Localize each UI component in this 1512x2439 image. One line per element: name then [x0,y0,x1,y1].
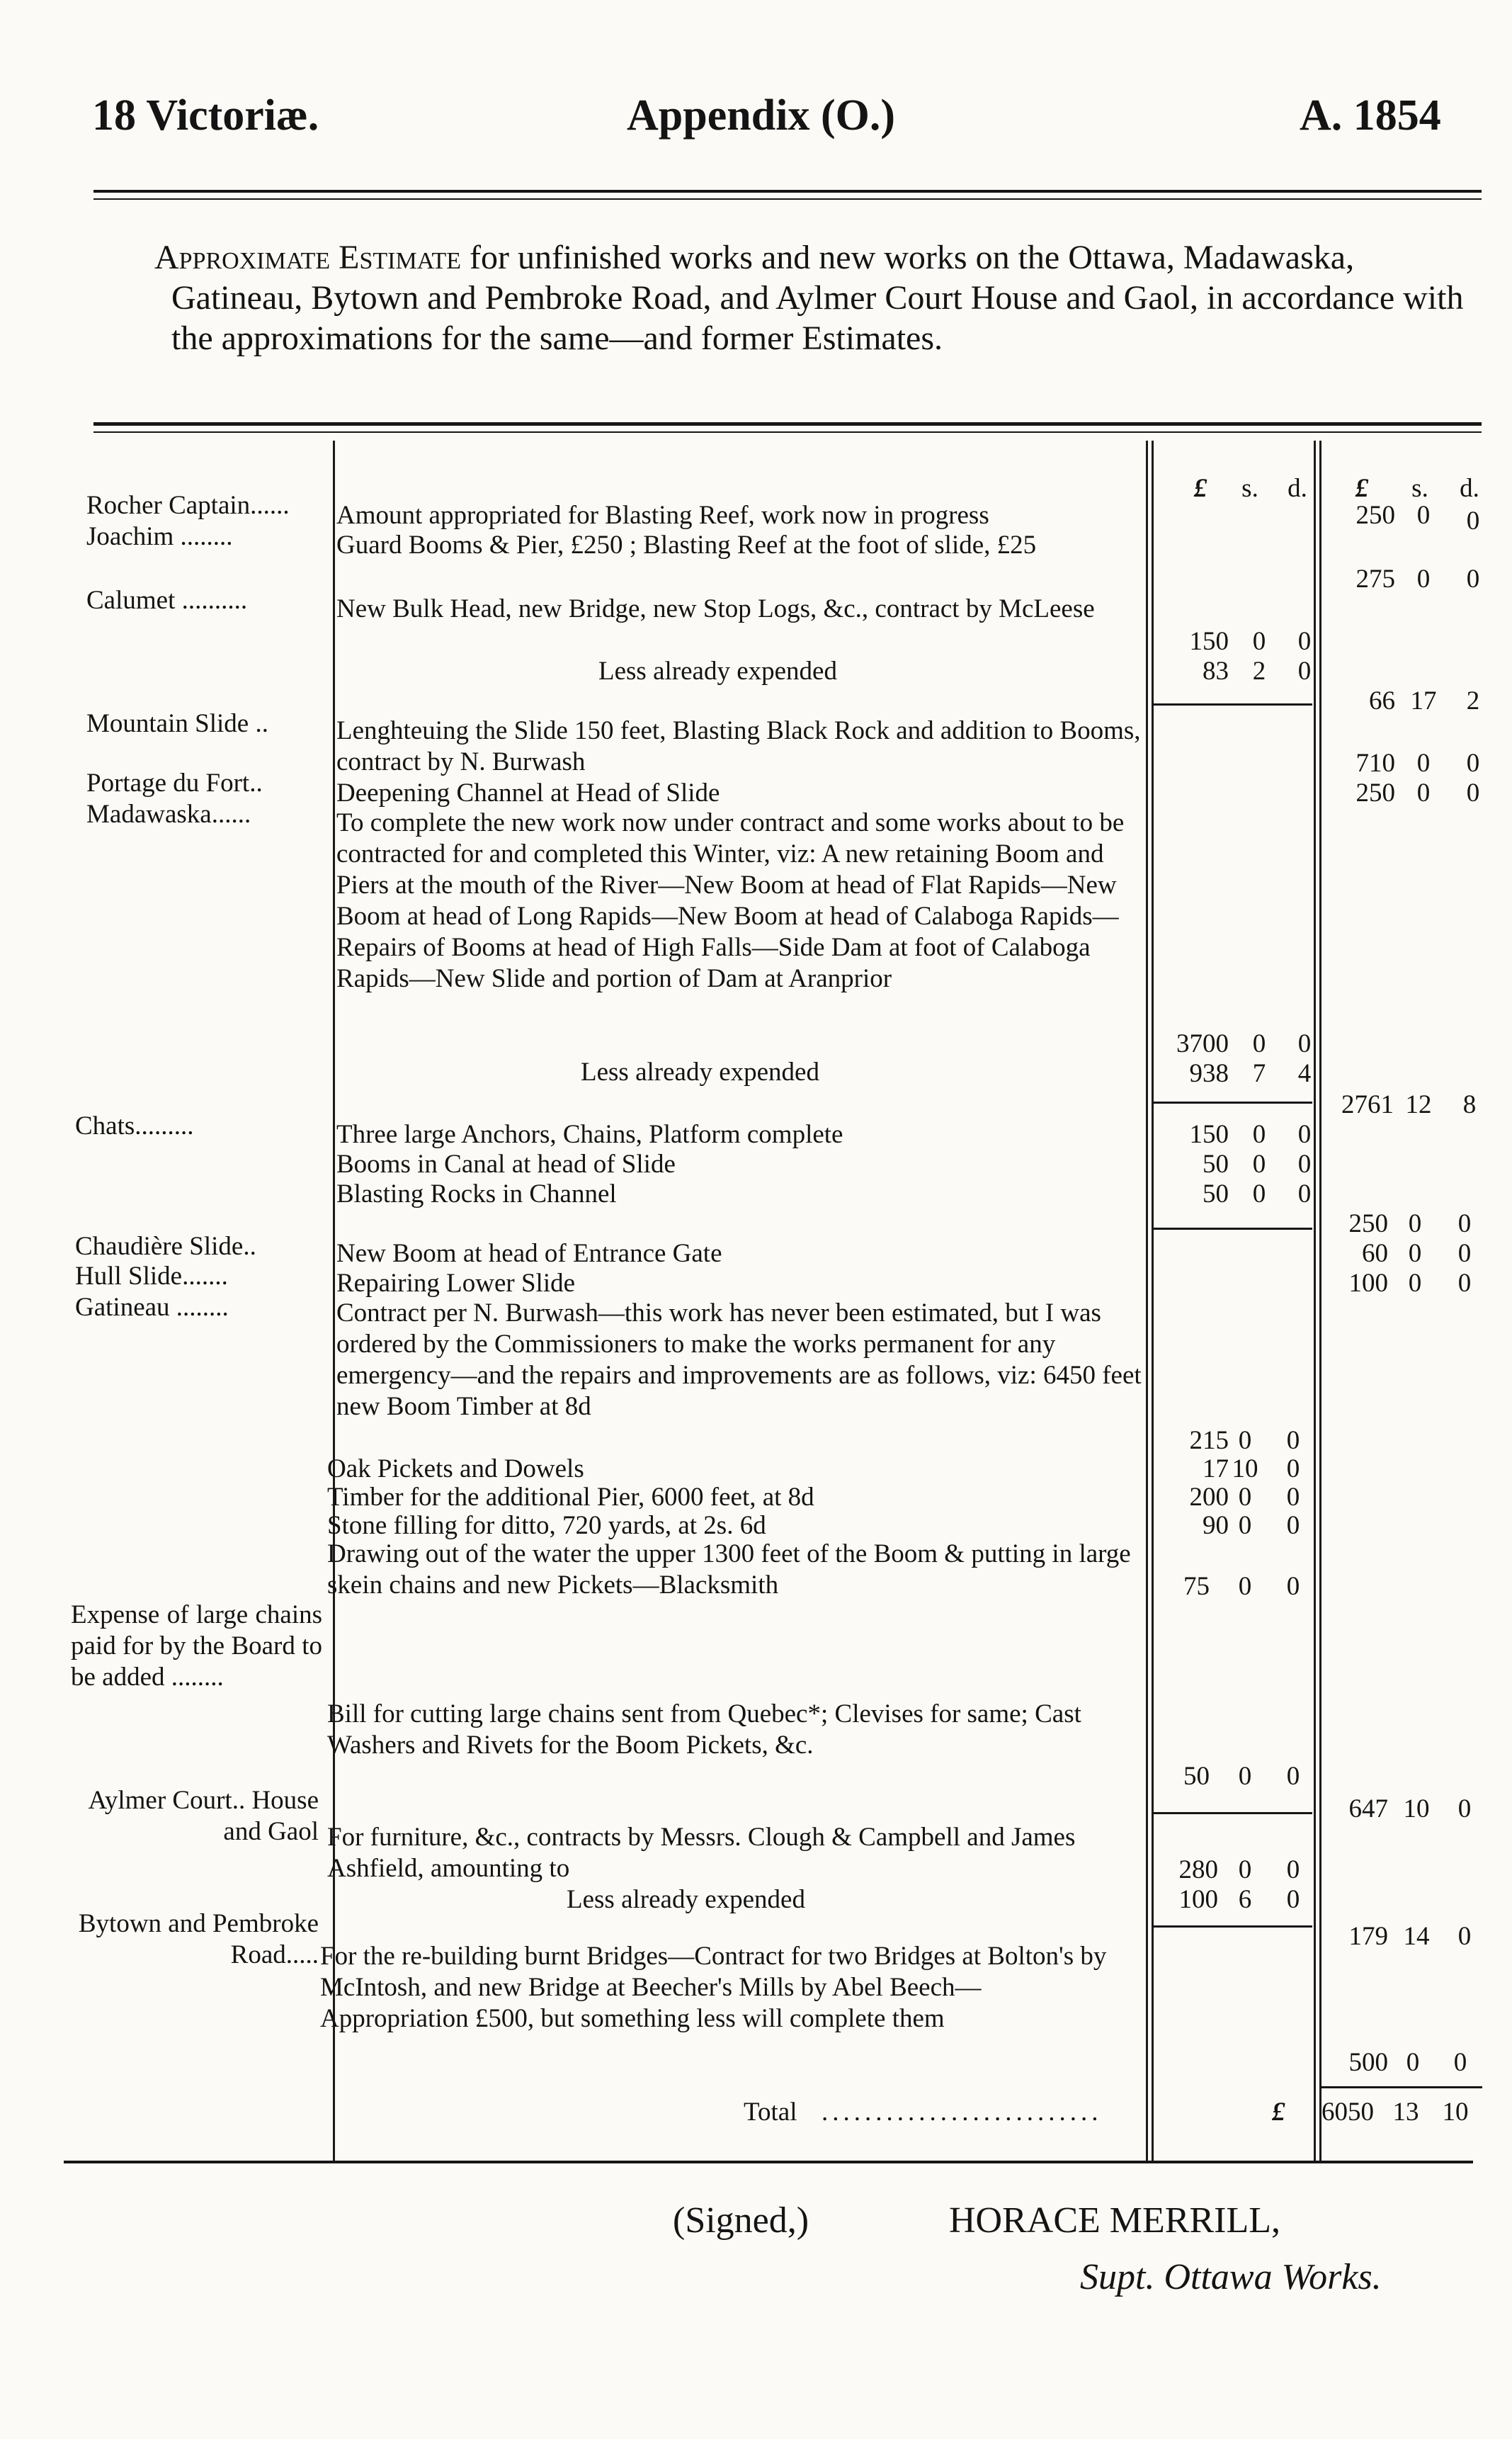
amt-chats-1-l: 150 [1189,1120,1229,1149]
total-chaudiere-s: 0 [1408,1239,1422,1268]
less-amt-calumet-s: 2 [1252,657,1266,686]
grand-total-pounds: 6050 [1321,2098,1374,2127]
loc-calumet: Calumet .......... [86,586,248,615]
desc-expense: Bill for cutting large chains sent from Quebec*; Clevises for same; Cast Washers and Rivets for the Boom Pickets, &c. [327,1699,1081,1760]
loc-chats: Chats......... [75,1111,194,1141]
total-chaudiere-d: 0 [1457,1239,1472,1268]
total-aylmer-l: 179 [1348,1922,1388,1951]
amt-calumet-d: 0 [1297,627,1312,656]
amt-chats-2-d: 0 [1297,1150,1312,1179]
total-madawaska-s: 12 [1405,1090,1432,1119]
total-joachim-l: 275 [1355,565,1395,594]
total-calumet-d: 2 [1466,686,1480,715]
header-session: 18 Victoriæ. [92,91,319,140]
total-aylmer-s: 14 [1403,1922,1430,1951]
header-rule-1 [93,190,1482,193]
total-expense-l: 647 [1348,1794,1388,1823]
loc-hull: Hull Slide....... [75,1262,228,1291]
amt-madawaska-d: 0 [1297,1029,1312,1058]
total-portage-d: 0 [1466,779,1480,808]
desc-calumet: New Bulk Head, new Bridge, new Stop Logs, &c., contract by McLeese [336,594,1095,623]
amt-expense-s: 0 [1238,1762,1252,1791]
amt-gatineau-2-s: 0 [1238,1483,1252,1512]
desc-chats-1: Three large Anchors, Chains, Platform complete [336,1120,843,1149]
total-hull-l: 100 [1348,1269,1388,1298]
desc-chats-3: Blasting Rocks in Channel [336,1179,617,1209]
total-bytown-l: 500 [1348,2048,1388,2077]
less-amt-calumet-d: 0 [1297,657,1312,686]
desc-portage: Deepening Channel at Head of Slide [336,779,720,808]
amt-gatineau-3-l: 90 [1203,1511,1229,1540]
amt-gatineau-2-d: 0 [1286,1483,1300,1512]
less-amt-madawaska-s: 7 [1252,1059,1266,1088]
signature-name: HORACE MERRILL, [949,2200,1280,2241]
amt-madawaska-s: 0 [1252,1029,1266,1058]
total-chats-l: 250 [1348,1209,1388,1238]
col-head-pound-1: £ [1193,474,1207,503]
header-rule-2 [93,198,1482,200]
amt-gatineau-4-l: 75 [1183,1572,1210,1601]
amt-gatineau-1-d: 0 [1286,1454,1300,1483]
less-amt-madawaska-l: 938 [1189,1059,1229,1088]
desc-gatineau: Contract per N. Burwash—this work has never been estimated, but I was ordered by the Commissioners to make the works permanent for any emergency—and the repairs and improvements are as follows, viz: 6450 feet new Boom Timber at 8d [336,1298,1142,1421]
column-line-total-left-a [1314,441,1316,2161]
loc-expense: Expense of large chains paid for by the Board to be added ........ [71,1600,322,1692]
desc-madawaska: To complete the new work now under contract and some works about to be contracted for and completed this Winter, viz: A new retaining Boom and Piers at the mouth of the River—New Boom at head of Flat Rapids—New Boom at head of Long Rapids—New Boom at head of Calaboga Rapids—Repairs of Booms at head of High Falls—Side Dam at foot of Calaboga Rapids—New Slide and portion of Dam at Aranprior [336,808,1125,993]
less-calumet: Less already expended [598,657,837,686]
total-expense-s: 10 [1403,1794,1430,1823]
amt-chats-3-d: 0 [1297,1179,1312,1209]
total-mountain-l: 710 [1355,749,1395,778]
subtotal-line-calumet [1153,703,1312,706]
desc-joachim: Guard Booms & Pier, £250 ; Blasting Reef at the foot of slide, £25 [336,531,1037,560]
total-portage-s: 0 [1416,779,1431,808]
column-line-total-left-b [1319,441,1321,2161]
amt-gatineau-s: 0 [1238,1426,1252,1455]
subtotal-line-aylmer [1153,1925,1312,1928]
total-chats-d: 0 [1457,1209,1472,1238]
amt-calumet-s: 0 [1252,627,1266,656]
total-rocher-d: 0 [1466,507,1480,536]
col-head-shilling-2: s. [1411,474,1428,503]
subtotal-line-chats [1153,1228,1312,1230]
header-year: A. 1854 [1300,91,1441,140]
loc-bytown: Bytown and Pembroke Road..... [78,1909,319,1969]
amt-gatineau-4-d: 0 [1286,1572,1300,1601]
signature-title: Supt. Ottawa Works. [1080,2257,1382,2297]
column-line-location [333,441,335,2161]
amt-gatineau-1-s: 10 [1232,1454,1258,1483]
grand-total-pence: 10 [1442,2098,1469,2127]
column-line-amt-left-b [1152,441,1154,2161]
desc-chats-2: Booms in Canal at head of Slide [336,1150,676,1179]
total-rocher-s: 0 [1416,501,1431,530]
desc-hull: Repairing Lower Slide [336,1269,576,1298]
amt-madawaska-l: 3700 [1176,1029,1229,1058]
amt-chats-3-l: 50 [1203,1179,1229,1209]
subtotal-line-gatineau [1153,1812,1312,1814]
col-head-pence-2: d. [1460,474,1479,503]
table-bottom-rule [64,2161,1473,2163]
amt-gatineau-1-l: 17 [1203,1454,1229,1483]
col-head-shilling-1: s. [1241,474,1258,503]
table-top-rule-2 [93,431,1482,433]
desc-gatineau-2: Timber for the additional Pier, 6000 feet, at 8d [327,1483,814,1512]
loc-chaudiere: Chaudière Slide.. [75,1232,256,1261]
total-madawaska-d: 8 [1462,1090,1477,1119]
column-line-amt-left-a [1146,441,1148,2161]
loc-mountain: Mountain Slide .. [86,709,268,738]
total-bytown-s: 0 [1406,2048,1420,2077]
total-portage-l: 250 [1355,779,1395,808]
loc-gatineau: Gatineau ........ [75,1293,229,1322]
intro-paragraph [93,237,1489,358]
intro-text: for unfinished works and new works on the Ottawa, Madawaska, Gatineau, Bytown and Pembroke Road, and Aylmer Court House and Gaol, in accordance with the approximations for the same—and former Estimates. [171,239,1464,357]
desc-gatineau-3: Stone filling for ditto, 720 yards, at 2s. 6d [327,1511,766,1540]
total-madawaska-l: 2761 [1341,1090,1394,1119]
intro-lead: Approximate Estimate [154,239,462,276]
desc-bytown: For the re-building burnt Bridges—Contract for two Bridges at Bolton's by McIntosh, and new Bridge at Beecher's Mills by Abel Beech—Appropriation £500, but something less will complete them [320,1942,1107,2033]
total-joachim-d: 0 [1466,565,1480,594]
total-joachim-s: 0 [1416,565,1431,594]
amt-aylmer-l: 280 [1178,1855,1218,1884]
total-calumet-l: 66 [1369,686,1395,715]
grand-total-leader: .......................... [822,2098,1103,2127]
amt-chats-1-s: 0 [1252,1120,1266,1149]
less-amt-madawaska-d: 4 [1297,1059,1312,1088]
amt-gatineau-3-s: 0 [1238,1511,1252,1540]
amt-chats-2-l: 50 [1203,1150,1229,1179]
signed-label: (Signed,) [673,2200,809,2241]
amt-chats-1-d: 0 [1297,1120,1312,1149]
total-hull-s: 0 [1408,1269,1422,1298]
header-appendix: Appendix (O.) [627,91,895,140]
amt-expense-l: 50 [1183,1762,1210,1791]
less-amt-calumet-l: 83 [1203,657,1229,686]
desc-aylmer: For furniture, &c., contracts by Messrs. Clough & Campbell and James Ashfield, amounting to [327,1823,1076,1883]
total-rule [1319,2086,1482,2088]
amt-calumet-l: 150 [1189,627,1229,656]
total-chaudiere-l: 60 [1362,1239,1388,1268]
total-expense-d: 0 [1457,1794,1472,1823]
loc-joachim: Joachim ........ [86,522,233,551]
amt-gatineau-d: 0 [1286,1426,1300,1455]
amt-gatineau-4-s: 0 [1238,1572,1252,1601]
total-mountain-d: 0 [1466,749,1480,778]
col-head-pence-1: d. [1288,474,1307,503]
desc-chaudiere: New Boom at head of Entrance Gate [336,1239,722,1268]
amt-gatineau-3-d: 0 [1286,1511,1300,1540]
grand-total-label: Total [744,2098,797,2127]
desc-rocher: Amount appropriated for Blasting Reef, work now in progress [336,501,989,530]
total-calumet-s: 17 [1410,686,1437,715]
amt-chats-2-s: 0 [1252,1150,1266,1179]
less-aylmer: Less already expended [567,1885,805,1914]
less-amt-aylmer-s: 6 [1238,1885,1252,1914]
grand-total-currency: £ [1272,2098,1285,2127]
less-amt-aylmer-d: 0 [1286,1885,1300,1914]
total-rocher-l: 250 [1355,501,1395,530]
amt-gatineau-2-l: 200 [1189,1483,1229,1512]
amt-aylmer-s: 0 [1238,1855,1252,1884]
amt-gatineau-l: 215 [1189,1426,1229,1455]
loc-aylmer: Aylmer Court.. House and Gaol [88,1786,319,1846]
total-hull-d: 0 [1457,1269,1472,1298]
amt-chats-3-s: 0 [1252,1179,1266,1209]
desc-mountain: Lenghteuing the Slide 150 feet, Blasting Black Rock and addition to Booms, contract by N. Burwash [336,716,1141,776]
loc-portage: Portage du Fort.. [86,769,263,798]
total-aylmer-d: 0 [1457,1922,1472,1951]
less-amt-aylmer-l: 100 [1178,1885,1218,1914]
amt-aylmer-d: 0 [1286,1855,1300,1884]
total-mountain-s: 0 [1416,749,1431,778]
col-head-pound-2: £ [1355,474,1369,503]
loc-rocher: Rocher Captain...... [86,491,290,520]
grand-total-shillings: 13 [1392,2098,1419,2127]
less-madawaska: Less already expended [581,1058,819,1087]
table-top-rule-1 [93,422,1482,426]
loc-madawaska: Madawaska...... [86,800,251,829]
subtotal-line-madawaska [1153,1102,1312,1104]
total-bytown-d: 0 [1453,2048,1467,2077]
amt-expense-d: 0 [1286,1762,1300,1791]
desc-gatineau-1: Oak Pickets and Dowels [327,1454,584,1483]
total-chats-s: 0 [1408,1209,1422,1238]
desc-gatineau-4: Drawing out of the water the upper 1300 feet of the Boom & putting in large skein chains and new Pickets—Blacksmith [327,1539,1131,1600]
